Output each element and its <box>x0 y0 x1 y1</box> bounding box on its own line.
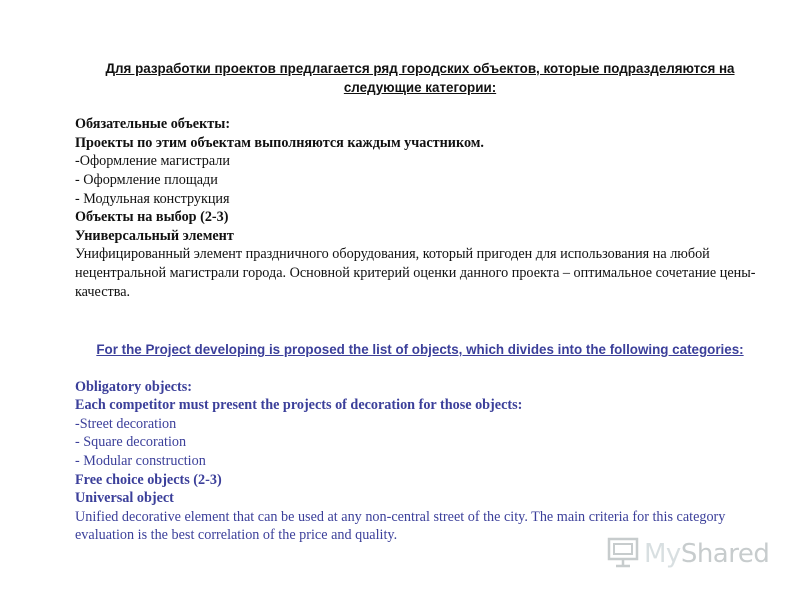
myshared-watermark <box>606 534 770 574</box>
russian-line-1: Обязательные объекты: <box>75 116 231 133</box>
spacer <box>75 97 765 115</box>
presentation-board-icon <box>606 535 640 574</box>
watermark-rest: Shared <box>680 539 770 569</box>
spacer <box>75 360 765 378</box>
russian-paragraph: Унифицированный элемент праздничного оборудования, который пригоден для использования на любой нецентральной магистрали города. Основной критерий оценки данного проекта – оптимальное сочетание цены-качества. <box>75 246 756 300</box>
english-paragraph: Unified decorative element that can be used at any non-central street of the city. The main criteria for this category evaluation is the best correlation of the price and quality. <box>75 508 726 544</box>
russian-line-5: - Модульная конструкция <box>75 190 230 207</box>
russian-line-6: Объекты на выбор (2-3) <box>75 209 229 226</box>
english-line-4: - Square decoration <box>75 434 187 451</box>
russian-line-4: - Оформление площади <box>75 171 218 188</box>
english-line-1: Obligatory objects: <box>75 378 193 395</box>
watermark-my: My <box>644 539 681 569</box>
watermark-text <box>644 539 769 569</box>
english-section <box>75 341 765 545</box>
russian-line-3: -Оформление магистрали <box>75 153 230 170</box>
english-line-3: -Street decoration <box>75 415 177 432</box>
russian-line-2: Проекты по этим объектам выполняются каждым участником. <box>75 134 484 151</box>
russian-heading: Для разработки проектов предлагается ряд городских объектов, которые подразделяются на следующие категории: <box>105 61 735 95</box>
russian-section <box>75 60 765 301</box>
english-heading: For the Project developing is proposed the list of objects, which divides into the following categories: <box>96 342 744 357</box>
russian-line-7: Универсальный элемент <box>75 227 234 244</box>
english-line-5: - Modular construction <box>75 452 206 469</box>
english-line-2: Each competitor must present the projects of decoration for those objects: <box>75 397 523 414</box>
english-line-6: Free choice objects (2-3) <box>75 471 222 488</box>
english-line-7: Universal object <box>75 490 174 507</box>
